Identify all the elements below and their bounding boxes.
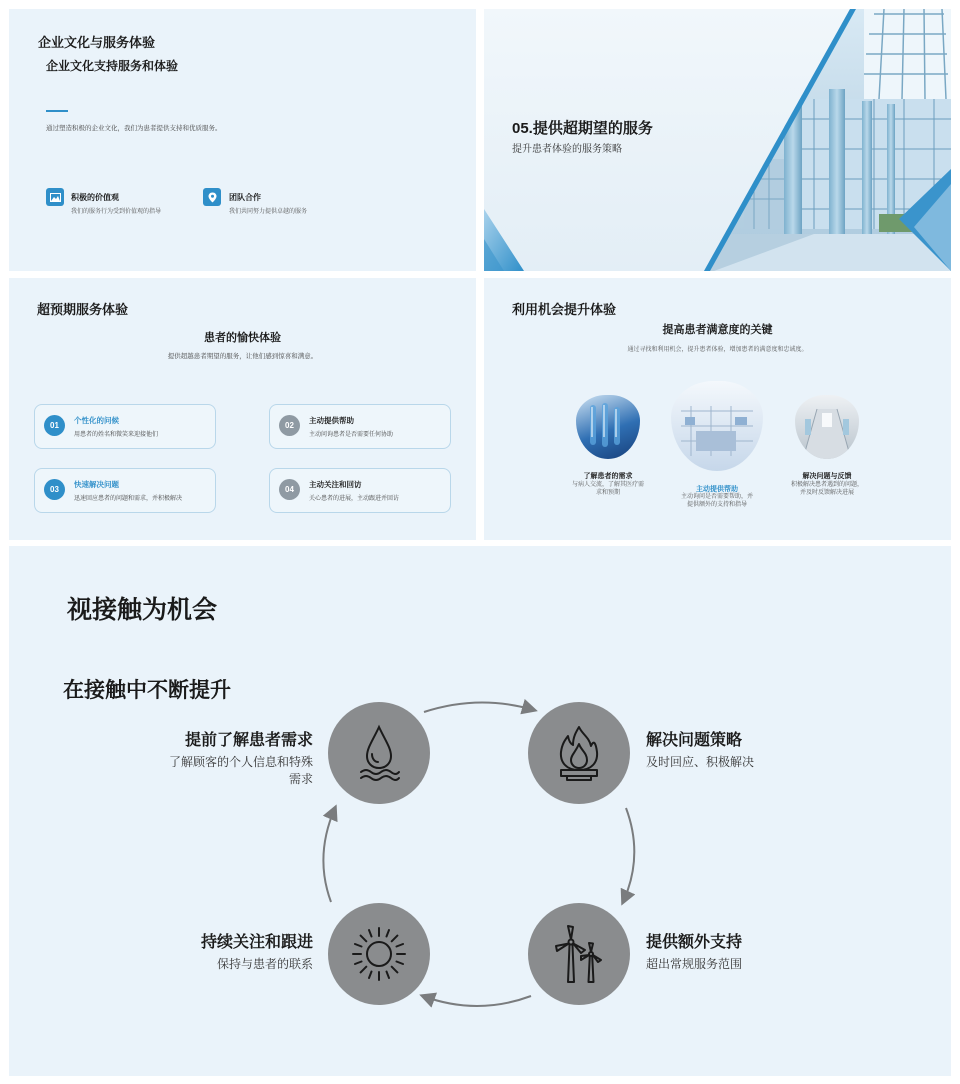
item-title: 了解患者的需求 [583,473,633,480]
slide-exceed-expectations [484,9,951,271]
slide-opportunity [484,278,951,540]
card-title: 主动关注和回访 [309,480,362,489]
slide-description: 通过塑造积极的企业文化，我们为患者提供支持和优质服务。 [46,125,222,132]
card-desc: 用患者的姓名和微笑来迎接他们 [74,432,159,438]
step-title: 解决问题策略 [646,732,743,749]
service-card [269,404,451,449]
water-drop-icon [358,724,400,782]
location-pin-icon [203,188,221,206]
service-card [34,468,216,513]
wind-turbine-icon [553,924,605,984]
card-number-badge: 04 [279,479,300,500]
card-number-badge: 02 [279,415,300,436]
step-title: 提供额外支持 [646,934,743,951]
slide-subtitle: 企业文化支持服务和体验 [46,59,179,73]
step-circle [328,903,430,1005]
step-title: 提前了解患者需求 [184,732,313,749]
item-desc: 与病人交流，了解其医疗需 求和预期 [571,482,644,496]
slide-service-experience [9,278,476,540]
card-title: 主动提供帮助 [309,416,354,425]
step-title: 持续关注和跟进 [200,934,313,951]
slide-title: 企业文化与服务体验 [38,35,156,50]
item-desc: 主动询问是否需要帮助，并 提供额外的支持和指导 [680,494,753,508]
slide-title: 超预期服务体验 [37,302,129,317]
step-circle [328,702,430,804]
item-title: 解决问题与反馈 [802,473,852,480]
test-tubes-image [576,395,640,459]
card-number-badge: 03 [44,479,65,500]
slide-subtitle: 提升患者体验的服务策略 [512,144,622,155]
service-card [269,468,451,513]
section-heading: 提高患者满意度的关键 [662,324,773,336]
accent-line [46,110,68,112]
step-desc: 了解顾客的个人信息和特殊 需求 [168,755,313,786]
step-circle [528,903,630,1005]
slide-corporate-culture [9,9,476,271]
service-card [34,404,216,449]
section-description: 提供超越患者期望的服务，让他们感到惊喜和满意。 [167,353,318,360]
step-desc: 及时回应、积极解决 [646,755,755,769]
slide-contact-opportunity [9,546,951,1076]
feature-title: 积极的价值观 [71,193,119,202]
hospital-corridor-image [795,395,859,459]
feature-desc: 我们共同努力提供卓越的服务 [229,209,308,215]
slide-title: 05.提供超期望的服务 [512,120,653,137]
slide-title: 视接触为机会 [67,596,218,624]
cycle-arrows [9,546,951,1076]
section-description: 通过寻找和利用机会，提升患者体验，增加患者的满意度和忠诚度。 [627,347,808,353]
card-desc: 关心患者的进展，主动跟进并回访 [309,496,400,502]
card-desc: 主动问询患者是否需要任何协助 [309,432,394,438]
step-circle [528,702,630,804]
item-desc: 积极解决患者遇到的问题， 并及时反馈解决进展 [790,482,863,496]
step-desc: 超出常规服务范围 [646,957,743,971]
item-title: 主动提供帮助 [696,486,738,493]
feature-desc: 我们的服务行为受到价值观的指导 [71,209,162,215]
slide-subtitle: 在接触中不断提升 [63,679,231,702]
section-heading: 患者的愉快体验 [204,332,281,344]
card-desc: 迅速回应患者的问题和需求，并积极解决 [74,496,183,502]
sun-icon [350,925,408,983]
laboratory-image [671,381,763,471]
card-number-badge: 01 [44,415,65,436]
image-icon [46,188,64,206]
card-title: 个性化的问候 [74,416,119,425]
card-title: 快速解决问题 [74,480,119,489]
flame-icon [556,724,602,782]
step-desc: 保持与患者的联系 [216,957,313,971]
feature-title: 团队合作 [229,193,261,202]
slide-title: 利用机会提升体验 [512,302,617,317]
